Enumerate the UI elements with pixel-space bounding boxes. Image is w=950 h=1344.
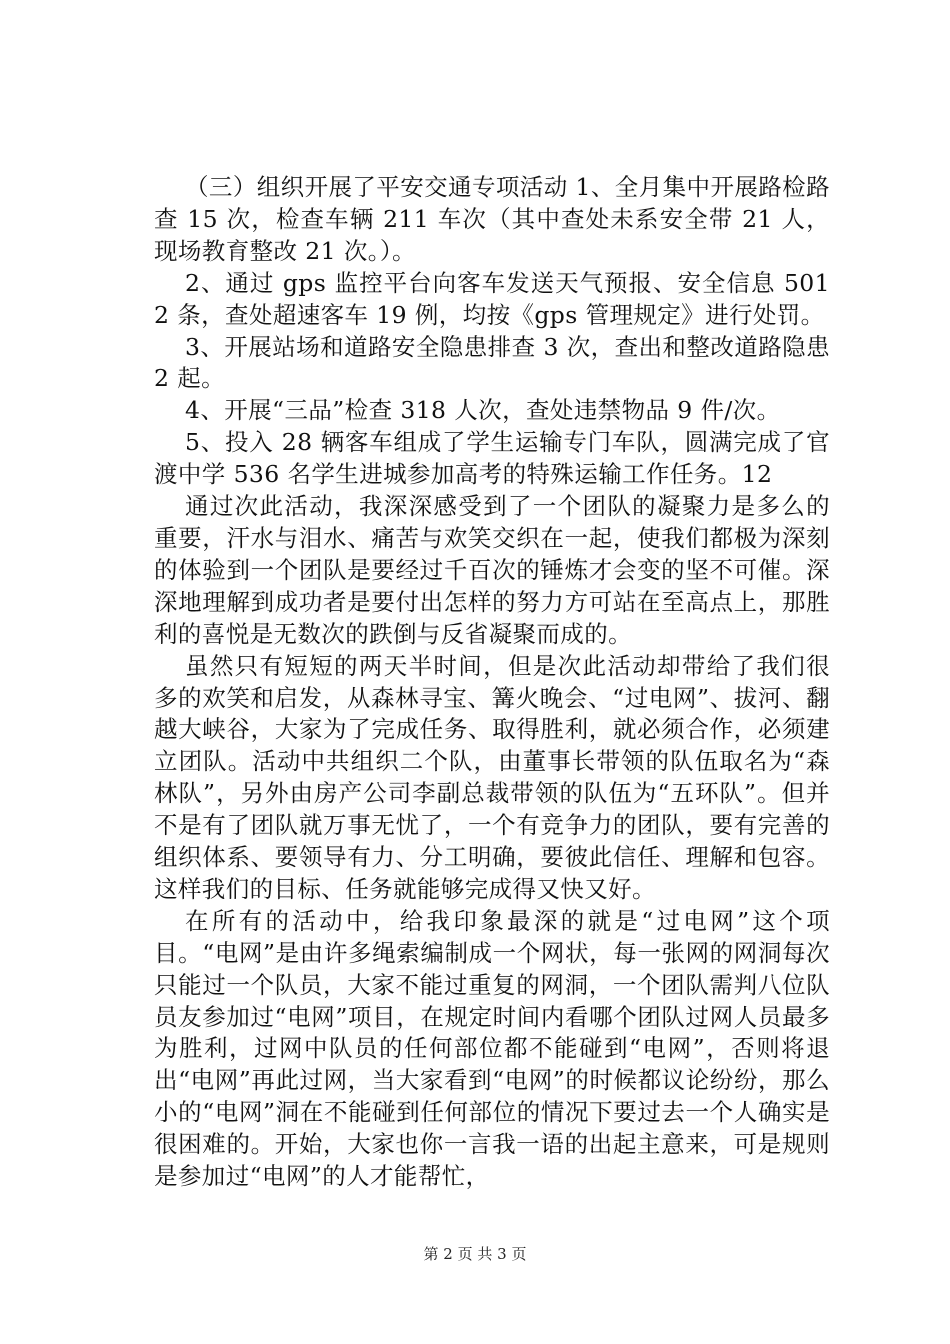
paragraph-three-items-check: 4、开展“三品”检查 318 人次，查处违禁物品 9 件/次。 — [185, 396, 781, 425]
paragraph-traffic-campaign: （三）组织开展了平安交通专项活动 1、全月集中开展路检路查 15 次，检查车辆 211 车次（其中查处未系安全带 21 人，现场教育整改 21 次。）。 — [154, 173, 830, 265]
page-number-footer: 第 2 页 共 3 页 — [423, 1245, 527, 1263]
document-body — [154, 172, 830, 1193]
paragraph-team-cohesion: 通过次此活动，我深深感受到了一个团队的凝聚力是多么的重要，汗水与泪水、痛苦与欢笑交织在一起，使我们都极为深刻的体验到一个团队是要经过千百次的锤炼才会变的坚不可催。深深地理解到成功者是要付出怎样的努力方可站在至高点上，那胜利的喜悦是无数次的跌倒与反省凝聚而成的。 — [154, 492, 830, 648]
paragraph-hazard-inspection: 3、开展站场和道路安全隐患排查 3 次，查出和整改道路隐患 2 起。 — [154, 332, 830, 393]
paragraph-gps-monitoring: 2、通过 gps 监控平台向客车发送天气预报、安全信息 5012 条，查处超速客车 19 例，均按《gps 管理规定》进行处罚。 — [154, 268, 830, 329]
paragraph-electric-net: 在所有的活动中，给我印象最深的就是“过电网”这个项目。“电网”是由许多绳索编制成一个网状，每一张网的网洞每次只能过一个队员，大家不能过重复的网洞，一个团队需判八位队员友参加过“电网”项目，在规定时间内看哪个团队过网人员最多为胜利，过网中队员的任何部位都不能碰到“电网”，否则将退出“电网”再此过网，当大家看到“电网”的时候都议论纷纷，那么小的“电网”洞在不能碰到任何部位的情况下要过去一个人确实是很困难的。开始，大家也你一言我一语的出起主意来，可是规则是参加过“电网”的人才能帮忙， — [154, 906, 830, 1191]
paragraph-activities: 虽然只有短短的两天半时间，但是次此活动却带给了我们很多的欢笑和启发，从森林寻宝、篝火晚会、“过电网”、拔河、翻越大峡谷，大家为了完成任务、取得胜利，就必须合作，必须建立团队。活动中共组织二个队，由董事长带领的队伍取名为“森林队”，另外由房产公司李副总裁带领的队伍为“五环队”。但并不是有了团队就万事无忧了，一个有竞争力的团队，要有完善的组织体系、要领导有力、分工明确，要彼此信任、理解和包容。这样我们的目标、任务就能够完成得又快又好。 — [154, 651, 830, 903]
paragraph-student-transport: 5、投入 28 辆客车组成了学生运输专门车队，圆满完成了官渡中学 536 名学生进城参加高考的特殊运输工作任务。12 — [154, 428, 830, 489]
